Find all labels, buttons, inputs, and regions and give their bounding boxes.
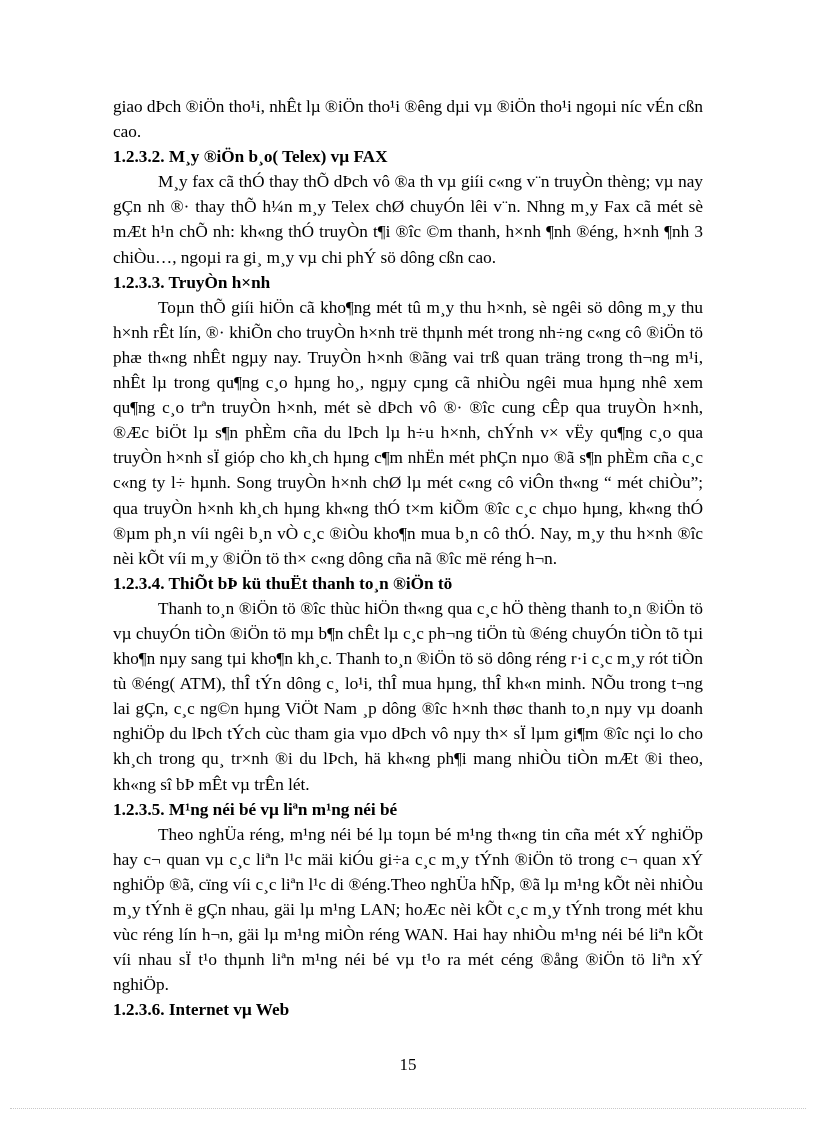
section-heading: 1.2.3.2. M¸y ®iÖn b¸o( Telex) vµ FAX (113, 147, 388, 167)
page-number: 15 (399, 1055, 417, 1074)
body-paragraph: M¸y fax cã thÓ thay thÕ dÞch vô ®a th vµ giíi c«ng v¨n truyÒn thèng; vµ nay gÇn nh ®· thay thÕ h¼n m¸y Telex chØ chuyÓn lêi v¨n. Nhng m¸y Fax cã mét sè mÆt h¹n chÕ nh: kh«ng thÓ truyÒn t¶i ®îc ©m thanh, h×nh ¶nh ®éng, h×nh ¶nh 3 chiÒu…, ngoµi ra gi¸ m¸y vµ chi phÝ sö dông cßn cao. (113, 172, 703, 267)
section-heading: 1.2.3.6. Internet vµ Web (113, 1000, 290, 1020)
body-paragraph: Toµn thÕ giíi hiÖn cã kho¶ng mét tû m¸y thu h×nh, sè ngêi sö dông m¸y thu h×nh rÊt lín, ®· khiÕn cho truyÒn h×nh trë thµnh mét trong nh÷ng c«ng cô ®iÖn tö phæ th«ng nhÊt ngµy nay. TruyÒn h×nh ®ãng vai trß quan träng trong th¬ng m¹i, nhÊt lµ trong qu¶ng c¸o hµng ho¸, ngµy cµng cã nhiÒu ngêi mua hµng nhê xem qu¶ng c¸o trªn truyÒn h×nh, mét sè dÞch vô ®· ®îc cung cÊp qua truyÒn h×nh, ®Æc biÖt lµ s¶n phÈm cña du lÞch lµ h÷u h×nh, chÝnh v× vËy qu¶ng c¸o qua truyÒn h×nh sÏ gióp cho kh¸ch hµng c¶m nhËn mét phÇn nµo ®ã s¶n phÈm cña c¸c c«ng ty l÷ hµnh. Song truyÒn h×nh chØ lµ mét c«ng cô viÔn th«ng “ mét chiÒu”; qua truyÒn h×nh kh¸ch hµng kh«ng thÓ t×m kiÕm ®îc c¸c chµo hµng, kh«ng thÓ ®µm ph¸n víi ngêi b¸n vÒ c¸c ®iÒu kho¶n mua b¸n cô thÓ. Nay, m¸y thu h×nh ®îc nèi kÕt víi m¸y ®iÖn tö th× c«ng dông cña nã ®îc më réng h¬n. (113, 297, 703, 568)
body-paragraph: Theo nghÜa réng, m¹ng néi bé lµ toµn bé m¹ng th«ng tin cña mét xÝ nghiÖp hay c¬ quan vµ c¸c liªn l¹c mäi kiÓu gi÷a c¸c m¸y tÝnh ®iÖn tö trong c¬ quan xÝ nghiÖp ®ã, cïng víi c¸c liªn l¹c di ®éng.Theo nghÜa hÑp, ®ã lµ m¹ng kÕt nèi nhiÒu m¸y tÝnh ë gÇn nhau, gäi lµ m¹ng LAN; hoÆc nèi kÕt c¸c m¸y tÝnh trong mét khu vùc réng lín h¬n, gäi lµ m¹ng miÒn réng WAN. Hai hay nhiÒu m¹ng néi bé liªn kÕt víi nhau sÏ t¹o thµnh liªn m¹ng néi bé vµ t¹o ra mét céng ®ång ®iÖn tö liªn xÝ nghiÖp. (113, 824, 703, 995)
page-bottom-rule (10, 1108, 806, 1109)
section-heading: 1.2.3.3. TruyÒn h×nh (113, 272, 271, 292)
section-heading: 1.2.3.5. M¹ng néi bé vµ liªn m¹ng néi bé (113, 799, 398, 819)
document-page (113, 94, 703, 1022)
body-paragraph: Thanh to¸n ®iÖn tö ®îc thùc hiÖn th«ng qua c¸c hÖ thèng thanh to¸n ®iÖn tö vµ chuyÓn tiÒn ®iÖn tö mµ b¶n chÊt lµ c¸c ph¬ng tiÖn tù ®éng chuyÓn tiÒn tõ tµi kho¶n nµy sang tµi kho¶n kh¸c. Thanh to¸n ®iÖn tö sö dông réng r·i c¸c m¸y rót tiÒn tù ®éng( ATM), thÎ tÝn dông c¸ lo¹i, thÎ mua hµng, thÎ kh«n minh. NÕu trong t¬ng lai gÇn, c¸c ng©n hµng ViÖt Nam ¸p dông ®îc h×nh thøc thanh to¸n nµy vµ doanh nghiÖp du lÞch tÝch cùc tham gia vµo dÞch vô nµy th× sÏ lµm gi¶m ®îc nçi lo cho kh¸ch trong qu¸ tr×nh ®i du lÞch, hä kh«ng ph¶i mang nhiÒu tiÒn mÆt ®i theo, kh«ng sî bÞ mÊt vµ trÊn lét. (113, 598, 703, 794)
body-paragraph: giao dÞch ®iÖn tho¹i, nhÊt lµ ®iÖn tho¹i ®êng dµi vµ ®iÖn tho¹i ngoµi níc vÉn cßn cao. (113, 97, 703, 142)
section-heading: 1.2.3.4. ThiÕt bÞ kü thuËt thanh to¸n ®iÖn tö (113, 573, 453, 593)
